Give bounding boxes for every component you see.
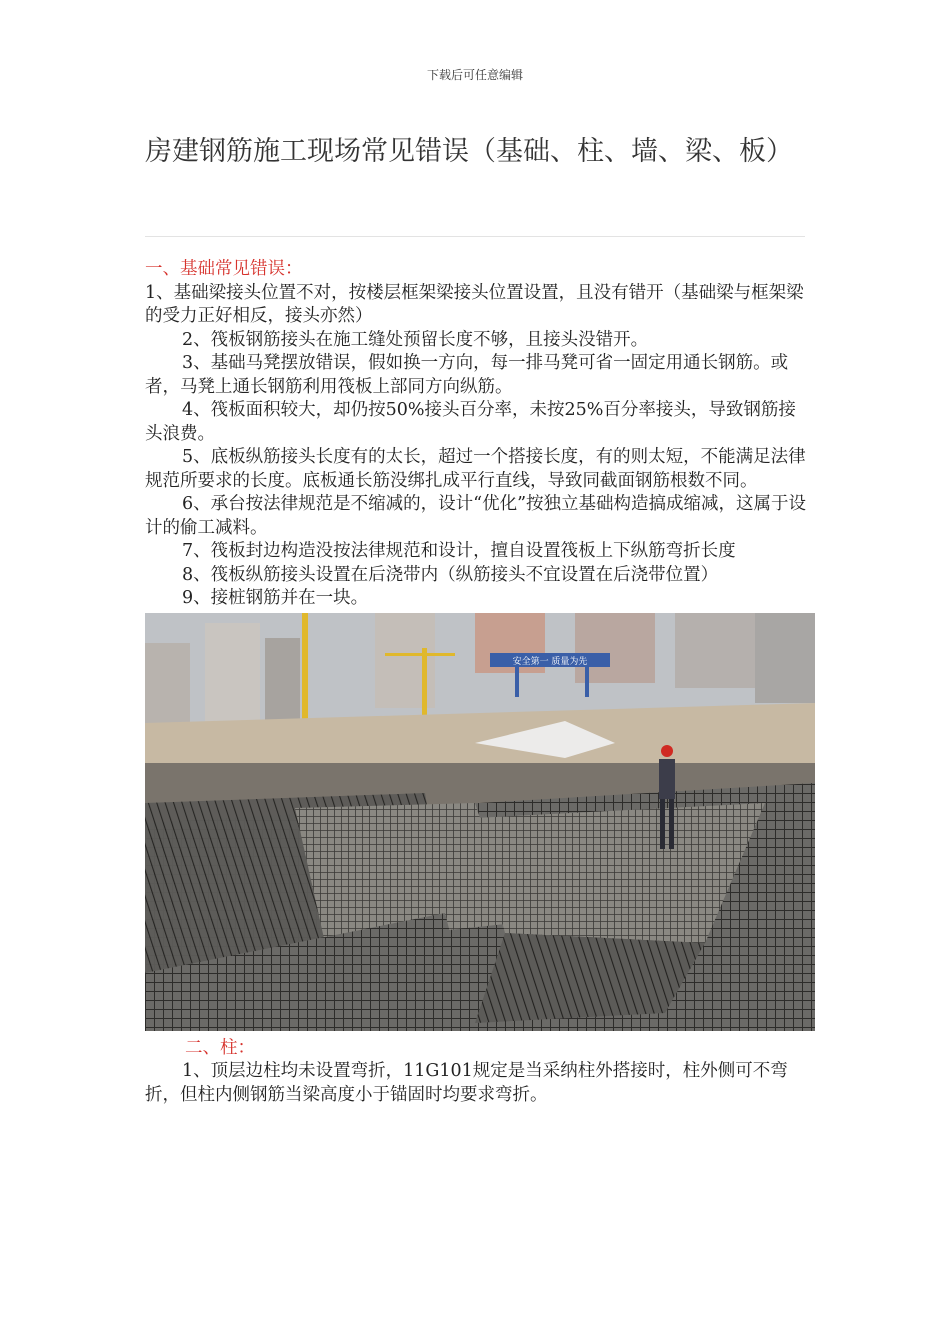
list-item: 9、接桩钢筋并在一块。 bbox=[182, 588, 369, 608]
site-banner-text: 安全第一 质量为先 bbox=[512, 656, 588, 667]
title-divider bbox=[145, 236, 805, 237]
header-note: 下载后可任意编辑 bbox=[426, 68, 523, 82]
construction-site-photo bbox=[145, 613, 815, 1031]
list-item: 4、筏板面积较大，却仍按50%接头百分率，未按25%百分率接头，导致钢筋接头浪费。 bbox=[145, 400, 796, 444]
list-item: 6、承台按法律规范是不缩减的，设计“优化”按独立基础构造搞成缩减，这属于设计的偷工减料。 bbox=[145, 494, 807, 538]
document-title: 房建钢筋施工现场常见错误（基础、柱、墙、梁、板） bbox=[145, 136, 793, 167]
list-item: 1、顶层边柱均未设置弯折，11G101规定是当采纳柱外搭接时，柱外侧可不弯折，但柱内侧钢筋当梁高度小于锚固时均要求弯折。 bbox=[145, 1061, 788, 1105]
list-item: 8、筏板纵筋接头设置在后浇带内（纵筋接头不宜设置在后浇带位置） bbox=[182, 564, 719, 585]
section-heading-foundation: 一、基础常见错误： bbox=[145, 259, 303, 279]
section-heading-column: 二、柱： bbox=[185, 1037, 255, 1058]
list-item: 2、筏板钢筋接头在施工缝处预留长度不够，且接头没错开。 bbox=[182, 329, 649, 350]
list-item: 5、底板纵筋接头长度有的太长，超过一个搭接长度，有的则太短，不能满足法律规范所要求的长度。底板通长筋没绑扎成平行直线，导致同截面钢筋根数不同。 bbox=[145, 447, 806, 491]
list-item: 1、基础梁接头位置不对，按楼层框架梁接头位置设置，且没有错开（基础梁与框架梁的受力正好相反，接头亦然） bbox=[145, 282, 804, 326]
document-body bbox=[145, 258, 813, 1107]
list-item: 7、筏板封边构造没按法律规范和设计，擅自设置筏板上下纵筋弯折长度 bbox=[182, 541, 736, 561]
list-item: 3、基础马凳摆放错误，假如换一方向，每一排马凳可省一固定用通长钢筋。或者，马凳上通长钢筋利用筏板上部同方向纵筋。 bbox=[145, 353, 789, 397]
